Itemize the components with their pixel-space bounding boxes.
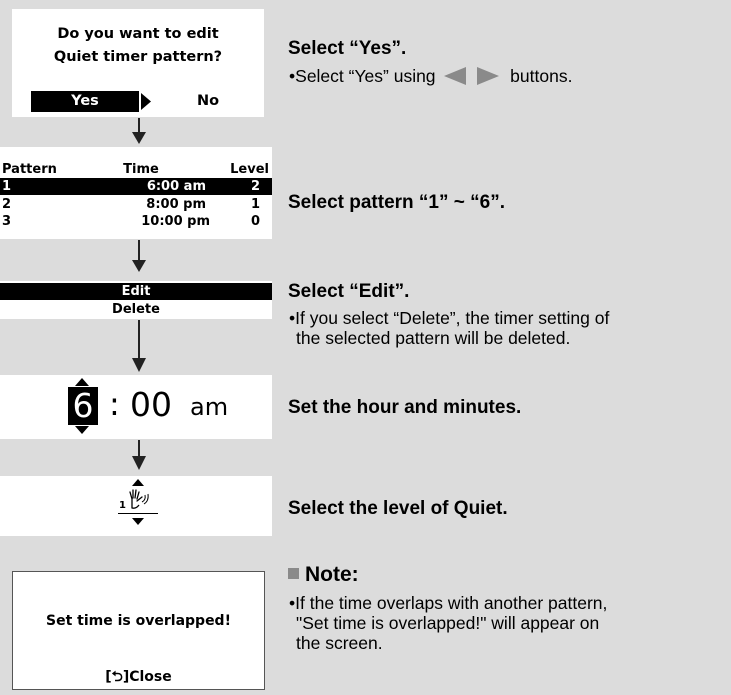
bullet-dot: •	[289, 66, 296, 86]
quiet-level-screen	[0, 476, 272, 536]
note-bullet-line3: the screen.	[296, 633, 383, 653]
row-level: 2	[250, 179, 260, 194]
step1-title: Select “Yes”.	[288, 38, 407, 59]
close-button[interactable]	[13, 666, 264, 690]
overlap-warning-screen	[12, 571, 265, 690]
step3-bullet-line2: the selected pattern will be deleted.	[296, 328, 571, 348]
edit-label: Edit	[121, 284, 151, 299]
step1-bullet-text: Select “Yes” using	[295, 66, 436, 86]
pattern-table-header	[0, 162, 272, 177]
edit-menu-screen	[0, 281, 272, 319]
yes-option[interactable]	[31, 91, 139, 112]
note-bullet-line2: "Set time is overlapped!" will appear on	[296, 613, 600, 633]
step3-bullet-line1: If you select “Delete”, the timer setting of	[295, 308, 610, 328]
row-level: 1	[250, 197, 260, 212]
pattern-list-screen	[0, 147, 272, 239]
down-arrow-icon	[132, 240, 146, 272]
hour-up-arrow-icon[interactable]	[75, 378, 89, 386]
hour-value: 6	[72, 386, 94, 425]
overlap-message: Set time is overlapped!	[46, 613, 231, 629]
step3-title: Select “Edit”.	[288, 281, 410, 302]
note-bullet-line1: If the time overlaps with another pattern,	[295, 593, 608, 613]
hour-field[interactable]	[68, 387, 98, 425]
return-icon: [⮌]	[105, 669, 130, 685]
header-time: Time	[123, 162, 159, 177]
step3-bullet	[289, 308, 609, 348]
table-row[interactable]	[0, 214, 272, 229]
step1-bullet	[289, 66, 572, 86]
bullet-dot: •	[289, 308, 296, 328]
time-separator: :	[109, 385, 120, 423]
level-down-arrow-icon[interactable]	[132, 518, 144, 525]
row-pattern: 1	[2, 179, 12, 194]
down-arrow-icon	[132, 320, 146, 372]
yes-label: Yes	[71, 93, 99, 109]
time-set-screen	[0, 375, 272, 439]
no-option[interactable]: No	[197, 93, 220, 109]
note-title: Note:	[305, 563, 359, 586]
table-row[interactable]	[0, 197, 272, 212]
edit-menu-item[interactable]	[0, 283, 272, 300]
step2-title: Select pattern “1” ~ “6”.	[288, 192, 505, 213]
hour-down-arrow-icon[interactable]	[75, 426, 89, 434]
row-time: 10:00 pm	[141, 214, 210, 229]
left-triangle-icon	[444, 67, 466, 85]
note-heading	[288, 563, 359, 587]
bullet-dot: •	[289, 593, 296, 613]
quiet-hand-icon	[124, 487, 152, 509]
row-time: 8:00 pm	[146, 197, 206, 212]
minutes-field[interactable]: 00	[130, 385, 172, 424]
row-level: 0	[250, 214, 260, 229]
row-pattern: 2	[2, 197, 12, 212]
close-label: Close	[129, 669, 172, 685]
confirm-edit-screen	[12, 9, 264, 117]
header-level: Level	[230, 162, 269, 177]
square-bullet-icon	[288, 568, 299, 579]
right-triangle-cursor-icon	[141, 93, 151, 110]
row-pattern: 3	[2, 214, 12, 229]
confirm-question-line2: Quiet timer pattern?	[53, 49, 223, 65]
confirm-question-line1: Do you want to edit	[57, 26, 219, 42]
row-time: 6:00 am	[146, 179, 206, 194]
ampm-field[interactable]: am	[190, 393, 229, 421]
quiet-level-value: 1	[119, 500, 126, 511]
down-arrow-icon	[132, 440, 146, 470]
step4-title: Set the hour and minutes.	[288, 397, 522, 418]
table-row[interactable]	[0, 179, 272, 195]
note-bullet	[289, 593, 607, 653]
step1-bullet-suffix: buttons.	[510, 66, 573, 86]
header-pattern: Pattern	[2, 162, 57, 177]
level-up-arrow-icon[interactable]	[132, 479, 144, 486]
down-arrow-icon	[132, 118, 146, 144]
delete-menu-item[interactable]: Delete	[112, 302, 160, 317]
step5-title: Select the level of Quiet.	[288, 498, 508, 519]
right-triangle-icon	[477, 67, 499, 85]
